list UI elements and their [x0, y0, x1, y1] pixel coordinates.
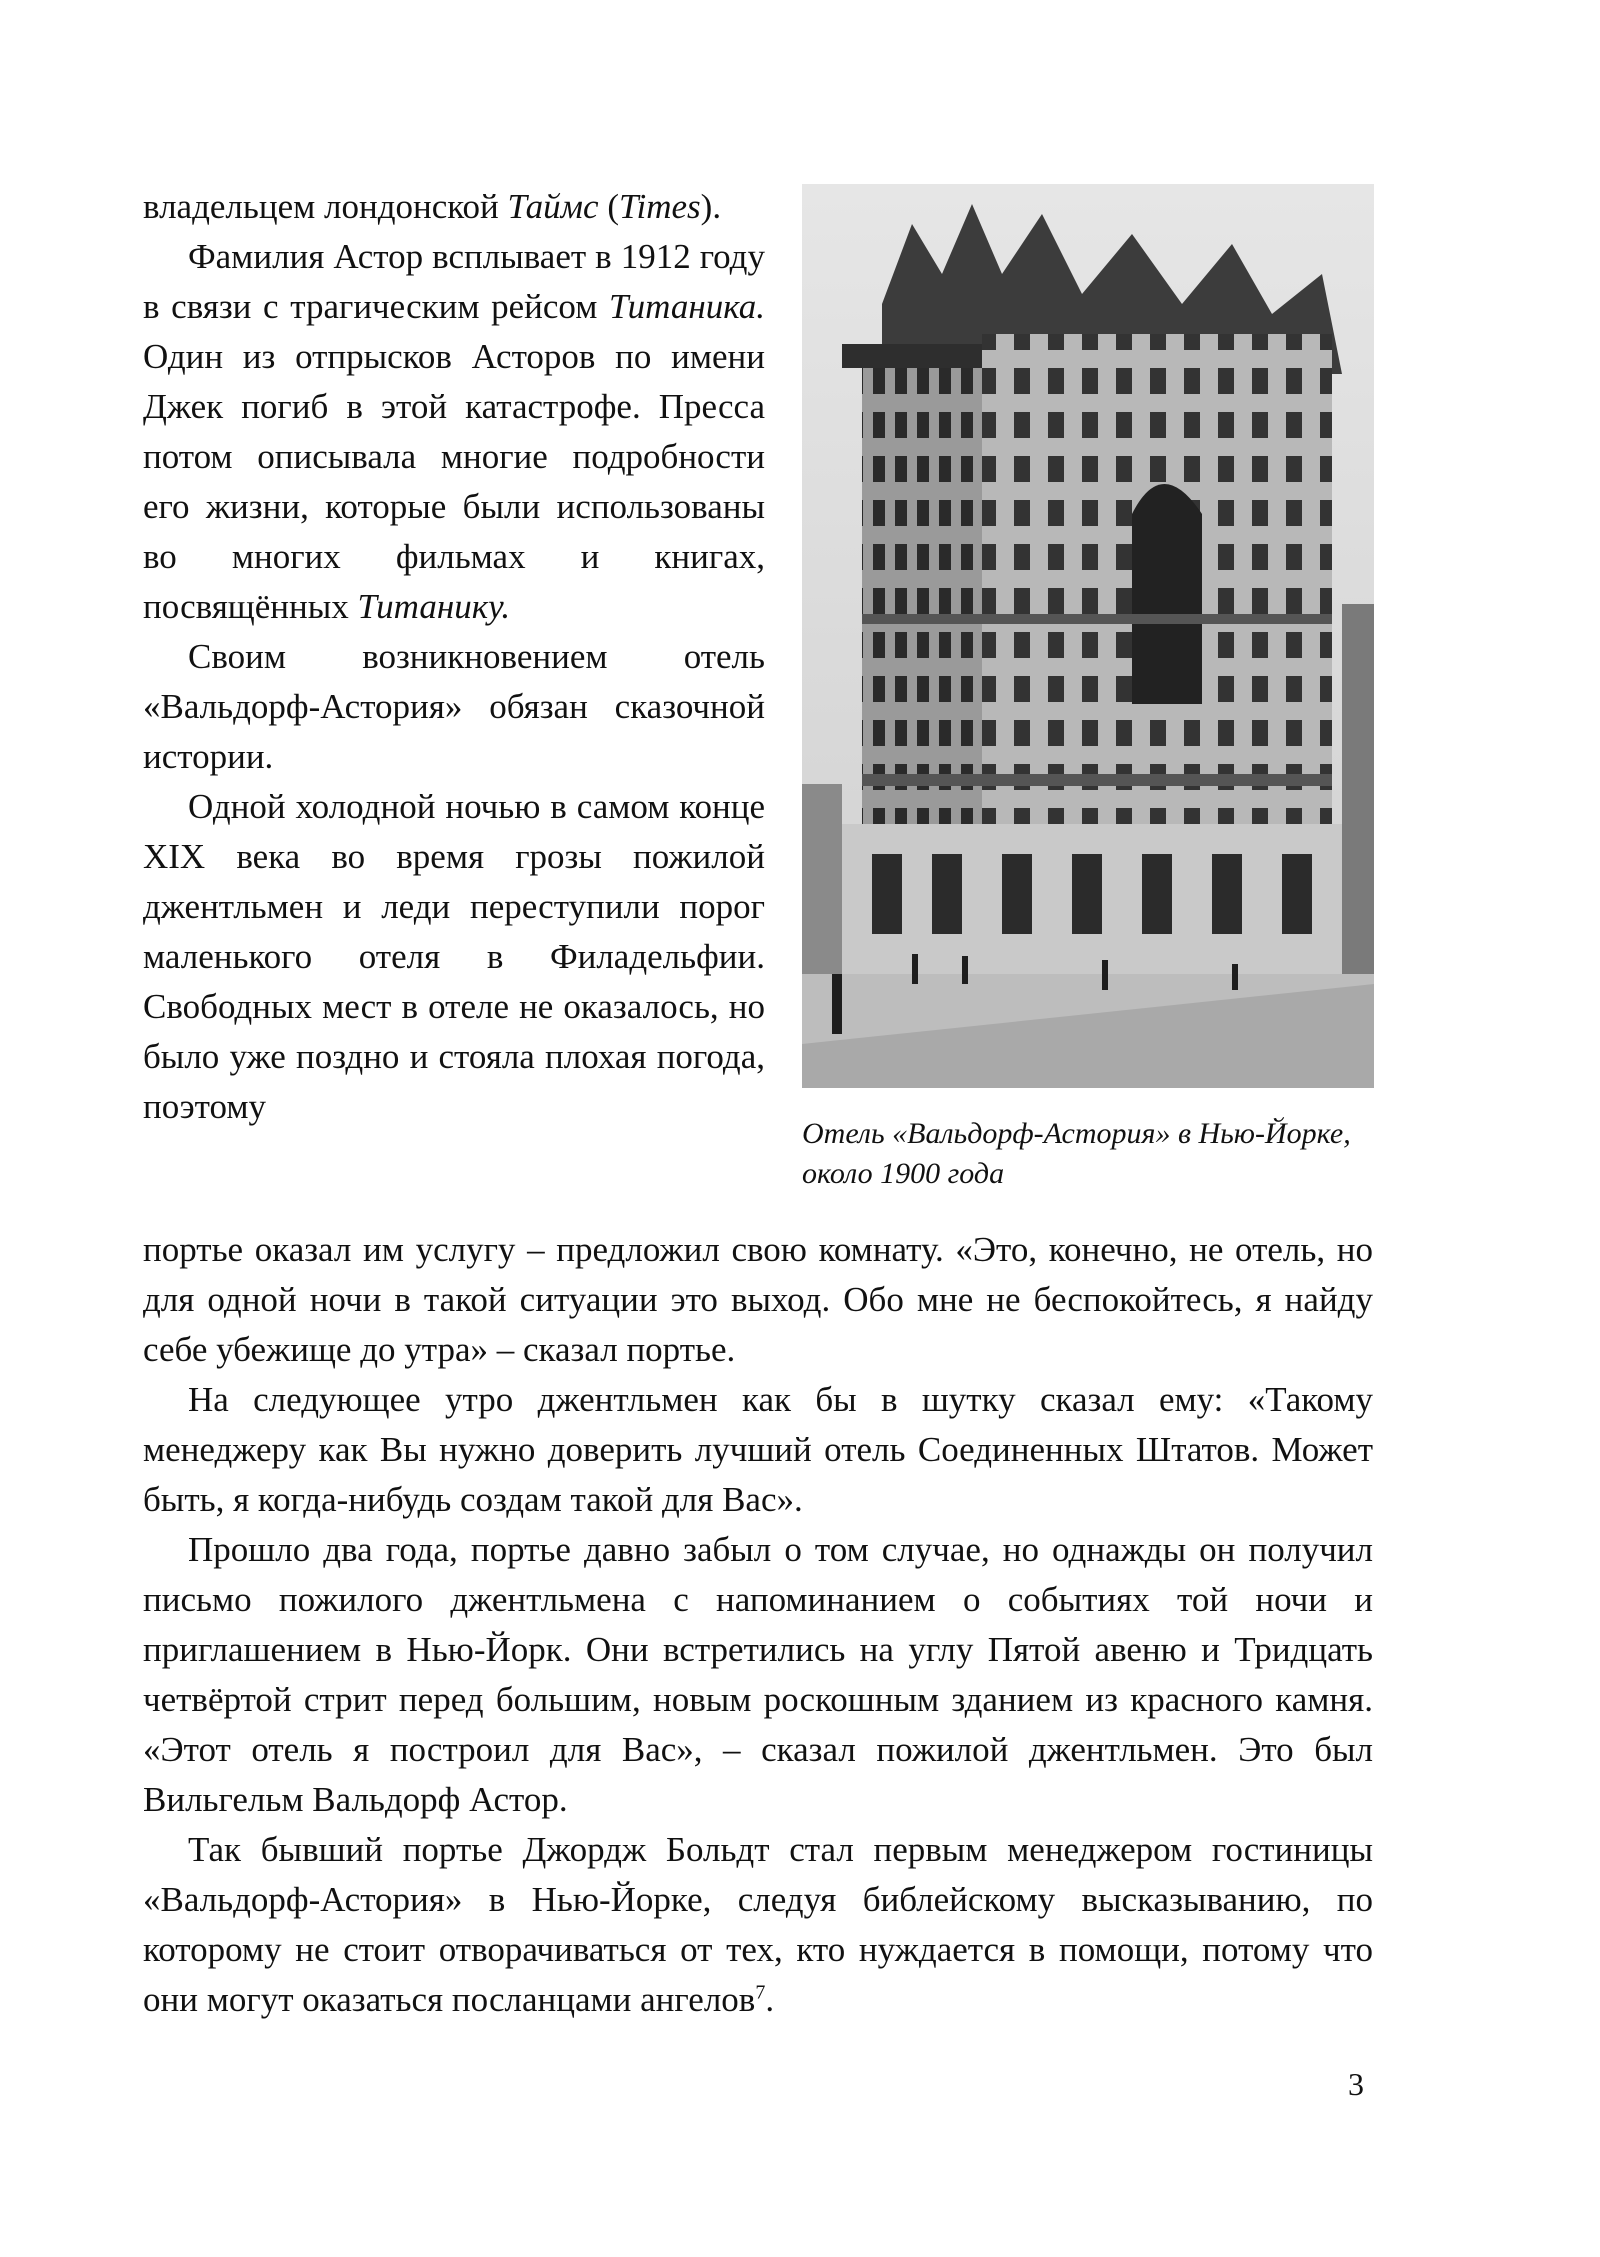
page-number: 3 — [1348, 2066, 1364, 2102]
text-span: Так бывший портье Джордж Больдт стал первым менеджером гостиницы «Вальдорф-Астория» в Нью-Йорке, следуя библейскому высказыванию, по которому не стоит отворачиваться от тех, кто нуждается в помощи, потому что они могут оказаться посланцами ангелов — [143, 1830, 1373, 2019]
text-span: Фамилия Астор всплывает в 1912 году в связи с трагическим рейсом — [143, 237, 765, 326]
paragraph-6: Прошло два года, портье давно забыл о том случае, но однажды он получил письмо пожилого джентльмена с напоминанием о событиях той ночи и приглашением в Нью-Йорк. Они встретились на углу Пятой авеню и Тридцать четвёртой стрит перед большим, новым роскошным зданием из красного камня. «Этот отель я построил для Вас», – сказал пожилой джентльмен. Это был Вильгельм Вальдорф Астор. — [143, 1530, 1373, 1819]
footnote-marker: 7 — [755, 1981, 766, 2004]
text-span: ( — [598, 187, 619, 226]
paragraph-4-continued: портье оказал им услугу – предложил свою комнату. «Это, конечно, не отель, но для одной ночи в такой ситуации это выход. Обо мне не беспокойтесь, я найду себе убежище до утра» – сказал портье. — [143, 1230, 1373, 1369]
italic-title: Таймс — [507, 187, 599, 226]
text-span: владельцем лондонской — [143, 187, 508, 226]
paragraph-7 — [143, 1825, 1373, 2025]
italic-title: Титанику. — [357, 587, 511, 626]
italic-title: Титаника. — [609, 287, 765, 326]
hotel-photo — [802, 184, 1374, 1088]
left-column-text — [143, 182, 765, 1132]
figure-caption: Отель «Вальдорф-Астория» в Нью-Йорке, около 1900 года — [802, 1117, 1351, 1190]
text-span: ). — [700, 187, 722, 226]
paragraph-1 — [143, 182, 765, 232]
text-span: Один из отпрысков Асторов по имени Джек погиб в этой катастрофе. Пресса потом описывала многие подробности его жизни, которые были использованы во многих фильмах и книгах, посвящённых — [143, 337, 765, 626]
text-span: . — [765, 1980, 775, 2019]
italic-title: Times — [618, 187, 701, 226]
paragraph-2 — [143, 232, 765, 632]
paragraph-3: Своим возникновением отель «Вальдорф-Астория» обязан сказочной истории. — [143, 637, 765, 776]
paragraph-5: На следующее утро джентльмен как бы в шутку сказал ему: «Такому менеджеру как Вы нужно доверить лучший отель Соединенных Штатов. Может быть, я когда-нибудь создам такой для Вас». — [143, 1380, 1373, 1519]
figure — [802, 184, 1374, 1194]
paragraph-4: Одной холодной ночью в самом конце XIX века во время грозы пожилой джентльмен и леди переступили порог маленького отеля в Филадельфии. Свободных мест в отеле не оказалось, но было уже поздно и стояла плохая погода, поэтому — [143, 787, 765, 1126]
full-width-text — [143, 1225, 1373, 2025]
